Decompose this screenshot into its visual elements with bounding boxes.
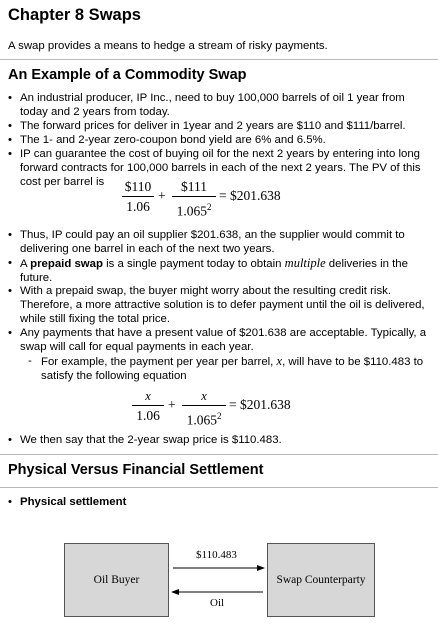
fraction: $111 1.065$^2$ bbox=[172, 179, 216, 220]
intro-text: A swap provides a means to hedge a stream of risky payments. bbox=[8, 40, 328, 52]
bullet-line: We then say that the 2-year swap price is $110.483. bbox=[20, 434, 282, 446]
flow-arrows bbox=[169, 560, 267, 600]
bullet-line: swap will call for equal payments in each year. bbox=[20, 341, 254, 353]
prepaid-swap-term: prepaid swap bbox=[30, 258, 103, 270]
bullet-icon: • bbox=[8, 148, 12, 160]
arrow-right-icon bbox=[257, 565, 265, 571]
bullet-line: A prepaid swap is a single payment today to obtain multiple deliveries in the bbox=[20, 256, 408, 270]
bullet-icon: • bbox=[8, 134, 12, 146]
bullet-icon: • bbox=[8, 229, 12, 241]
multiple-emphasis: multiple bbox=[284, 256, 326, 270]
bullet-icon: • bbox=[8, 285, 12, 297]
divider bbox=[0, 487, 438, 488]
bullet-line: while still fixing the total price. bbox=[20, 313, 171, 325]
bullet-line: IP can guarantee the cost of buying oil for the next 2 years by entering into long bbox=[20, 148, 420, 160]
chapter-title: Chapter 8 Swaps bbox=[8, 6, 141, 24]
fraction: $110 1.06 bbox=[122, 179, 154, 215]
bullet-icon: • bbox=[8, 434, 12, 446]
bullet-line: cost per barrel is bbox=[20, 176, 105, 188]
dash-icon: - bbox=[28, 355, 32, 367]
physical-settlement-label: Physical settlement bbox=[20, 496, 127, 508]
bullet-line: forward contracts for 100,000 barrels in each of the next 2 years. The PV of this bbox=[20, 162, 421, 174]
bullet-line: satisfy the following equation bbox=[41, 370, 187, 382]
bullet-line: Therefore, a more attractive solution is to defer payment until the oil is delivered, bbox=[20, 299, 425, 311]
swap-counterparty-box: Swap Counterparty bbox=[267, 543, 375, 617]
variable-x: x bbox=[276, 354, 283, 368]
bullet-line: The forward prices for deliver in 1year and 2 years are $110 and $111/barrel. bbox=[20, 120, 406, 132]
section-heading-settlement: Physical Versus Financial Settlement bbox=[8, 462, 264, 478]
section-heading-commodity-swap: An Example of a Commodity Swap bbox=[8, 67, 247, 83]
oil-label: Oil bbox=[210, 597, 225, 609]
bullet-line: An industrial producer, IP Inc., need to buy 100,000 barrels of oil 1 year from bbox=[20, 92, 405, 104]
bullet-icon: • bbox=[8, 496, 12, 508]
fraction: x 1.065$^2$ bbox=[182, 388, 226, 429]
bullet-icon: • bbox=[8, 92, 12, 104]
bullet-line: With a prepaid swap, the buyer might worry about the resulting credit risk. bbox=[20, 285, 391, 297]
bullet-line: delivering one barrel in each of the next two years. bbox=[20, 243, 275, 255]
arrow-left-icon bbox=[171, 589, 179, 595]
bullet-icon: • bbox=[8, 120, 12, 132]
swap-equation: x 1.06 + x $1.065^2$ = $201.638 bbox=[132, 388, 302, 428]
oil-buyer-box: Oil Buyer bbox=[64, 543, 169, 617]
payment-label: $110.483 bbox=[196, 549, 237, 561]
bullet-icon: • bbox=[8, 257, 12, 269]
bullet-line: The 1- and 2-year zero-coupon bond yield are 6% and 6.5%. bbox=[20, 134, 326, 146]
divider bbox=[0, 454, 438, 455]
fraction: x 1.06 bbox=[132, 388, 164, 424]
bullet-icon: • bbox=[8, 327, 12, 339]
pv-equation: $110 1.06 + $111 $1.065^2$ = $201.638 bbox=[122, 179, 292, 219]
bullet-line: future. bbox=[20, 272, 53, 284]
bullet-line: today and 2 years from today. bbox=[20, 106, 170, 118]
bullet-line: For example, the payment per year per barrel, x, will have to be $110.483 to bbox=[41, 354, 424, 368]
bullet-line: Any payments that have a present value of $201.638 are acceptable. Typically, a bbox=[20, 327, 427, 339]
divider bbox=[0, 59, 438, 60]
bullet-line: Thus, IP could pay an oil supplier $201.638, an the supplier would commit to bbox=[20, 229, 405, 241]
